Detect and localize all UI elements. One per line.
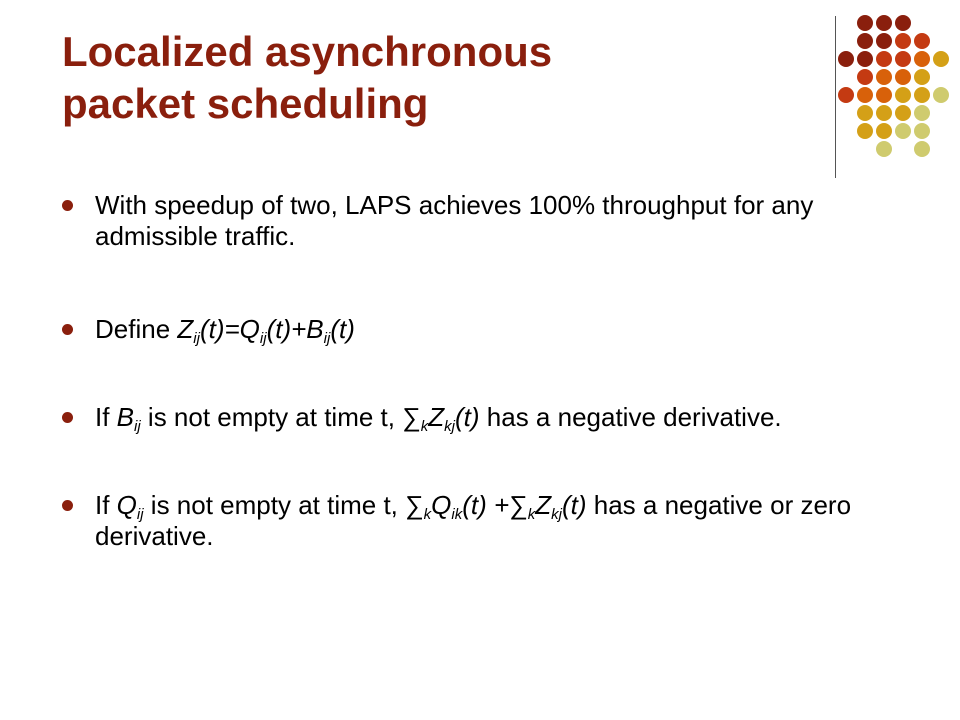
decor-dot [876,105,892,121]
decor-dot [914,87,930,103]
sum-symbol-2: ∑ [509,490,528,520]
decor-dot [857,33,873,49]
bullet-item-2 [62,314,882,345]
title-line-1: Localized asynchronous [62,28,553,75]
decor-dot [895,123,911,139]
formula-part-3: (t) [330,314,355,344]
bullet-dot-icon [62,412,73,423]
decor-dot [876,51,892,67]
bullet-dot-icon [62,324,73,335]
sum-k-sub: k [420,418,429,435]
decor-dot [914,123,930,139]
bullet-dot-icon [62,500,73,511]
decor-dot [895,15,911,31]
title-divider-line [835,16,836,178]
bullet-dot-icon [62,200,73,211]
var-t: (t) [455,402,480,432]
sum-symbol-1: ∑ [405,490,424,520]
var-b-sub: ij [134,418,141,435]
decor-dot [914,33,930,49]
bullet-item-3 [62,402,882,433]
decor-dot [933,51,949,67]
bullet-item-4 [62,490,882,552]
bullet-2-prefix: Define [95,314,178,344]
sum-symbol: ∑ [402,402,421,432]
formula-z-sub: ij [193,330,200,347]
formula-q-sub: ij [259,330,267,347]
sum-k-sub-1: k [423,506,432,523]
decor-dot [895,51,911,67]
bullet-4-mid: is not empty at time t, [143,490,406,520]
bullet-3-mid: is not empty at time t, [140,402,403,432]
formula-part-1: (t)=Q [199,314,260,344]
decor-dot [895,69,911,85]
bullet-3-prefix: If [95,402,117,432]
bullet-3-suffix: has a negative derivative. [479,402,782,432]
var-z: Z [535,490,552,520]
decor-dot [876,15,892,31]
decor-dot [895,33,911,49]
decor-dot [876,69,892,85]
decor-dot [914,141,930,157]
decor-dot [876,87,892,103]
var-q2-sub: ik [451,506,463,523]
formula-b-sub: ij [323,330,331,347]
decor-dot [914,69,930,85]
decor-dot [857,51,873,67]
bullet-4-suffix: has a negative or zero derivative. [95,490,852,551]
formula-z: Z [177,314,194,344]
var-q: Q [116,490,137,520]
sum-k-sub-2: k [527,506,536,523]
decor-dot [857,87,873,103]
title-line-2: packet scheduling [62,80,429,127]
decor-dot [914,105,930,121]
var-b: B [116,402,135,432]
var-q-sub: ij [136,506,144,523]
formula-part-t2: (t) [561,490,587,520]
var-z-sub: kj [551,506,562,523]
bullet-item-1 [62,190,882,252]
decor-dot [857,105,873,121]
decor-dot [895,87,911,103]
decor-dot [876,123,892,139]
slide-title [62,26,802,130]
decor-dot [914,51,930,67]
var-q2: Q [431,490,452,520]
formula-part-2: (t)+B [266,314,324,344]
bullet-4-prefix: If [95,490,117,520]
decor-dot [933,87,949,103]
decor-dot [876,141,892,157]
var-z: Z [428,402,445,432]
decor-dot [857,15,873,31]
decor-dot [838,87,854,103]
decor-dot [838,51,854,67]
var-z-sub: kj [444,418,456,435]
decor-dot [857,123,873,139]
decor-dot [895,105,911,121]
bullet-list [62,190,882,552]
decor-dot [857,69,873,85]
bullet-1-text: With speedup of two, LAPS achieves 100% throughput for any admissible traffic. [95,190,814,251]
formula-part-t1: (t) + [462,490,510,520]
decor-dot [876,33,892,49]
